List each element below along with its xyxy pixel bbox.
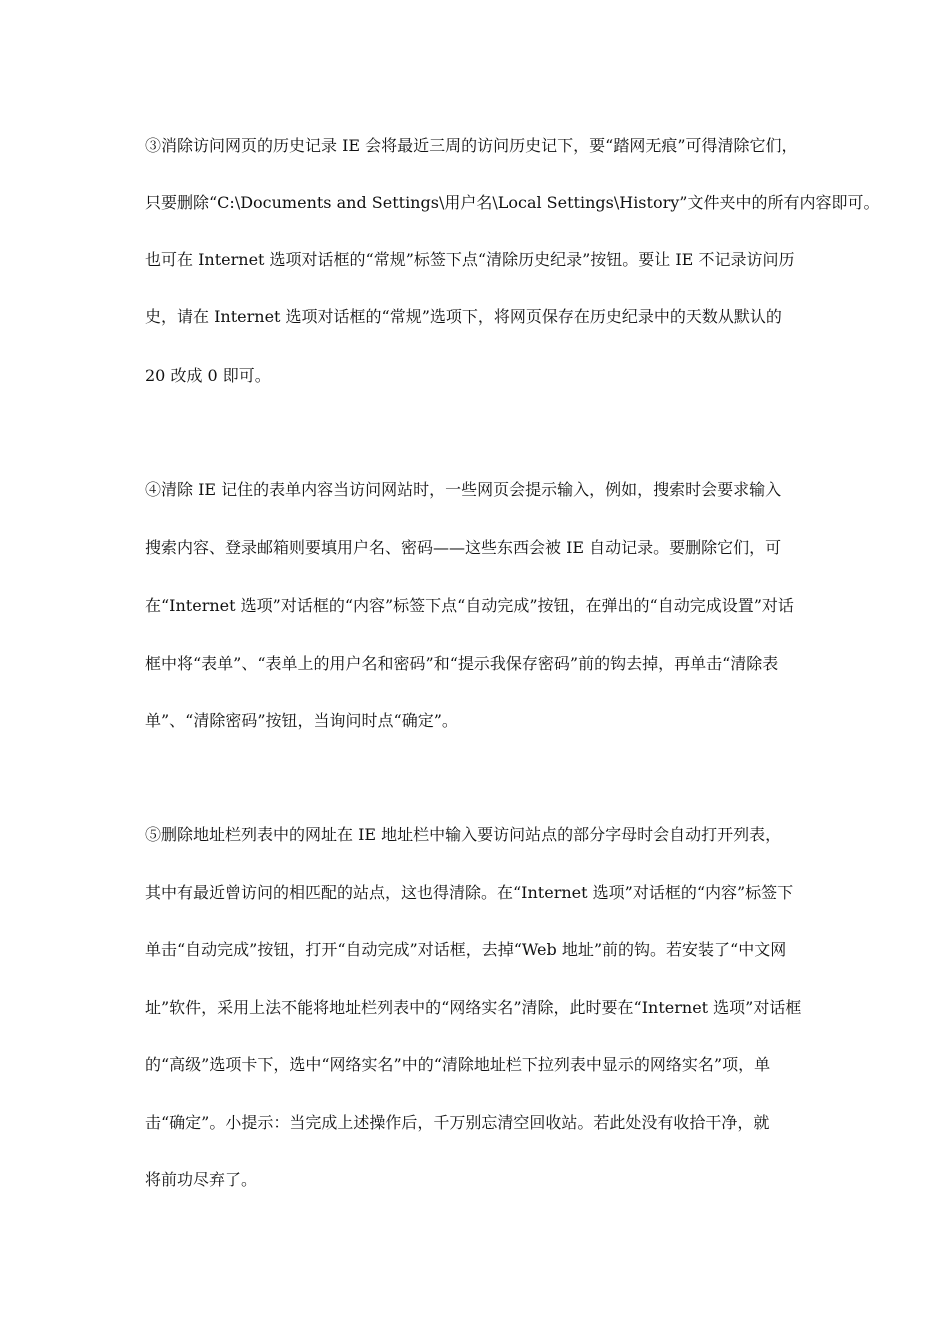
paragraph-3-line-5: 20 改成 0 即可。 [145, 366, 271, 385]
paragraph-4-line-2: 搜索内容、登录邮箱则要填用户名、密码——这些东西会被 IE 自动记录。要删除它们，可 [145, 538, 782, 557]
paragraph-4-line-4: 框中将“表单”、“表单上的用户名和密码”和“提示我保存密码”前的钩去掉，再单击“清除表 [145, 654, 779, 673]
paragraph-5-line-7: 将前功尽弃了。 [145, 1170, 258, 1189]
paragraph-3-line-1: ③消除访问网页的历史记录 IE 会将最近三周的访问历史记下，要“踏网无痕”可得清除它们， [145, 136, 798, 155]
paragraph-5-line-5: 的“高级”选项卡下，选中“网络实名”中的“清除地址栏下拉列表中显示的网络实名”项，单 [145, 1055, 771, 1074]
paragraph-5-line-2: 其中有最近曾访问的相匹配的站点，这也得清除。在“Internet 选项”对话框的“内容”标签下 [145, 883, 794, 902]
paragraph-4-line-5: 单”、“清除密码”按钮，当询问时点“确定”。 [145, 711, 458, 730]
paragraph-5-line-6: 击“确定”。小提示：当完成上述操作后，千万别忘清空回收站。若此处没有收拾干净，就 [145, 1113, 770, 1132]
paragraph-3-line-2: 只要删除“C:\Documents and Settings\用户名\Local Settings\History”文件夹中的所有内容即可。 [145, 193, 880, 212]
paragraph-5-line-3: 单击“自动完成”按钮，打开“自动完成”对话框，去掉“Web 地址”前的钩。若安装了“中文网 [145, 940, 787, 959]
paragraph-3-line-3: 也可在 Internet 选项对话框的“常规”标签下点“清除历史纪录”按钮。要让 IE 不记录访问历 [145, 250, 795, 269]
paragraph-4-line-3: 在“Internet 选项”对话框的“内容”标签下点“自动完成”按钮，在弹出的“自动完成设置”对话 [145, 596, 794, 615]
paragraph-3-line-4: 史，请在 Internet 选项对话框的“常规”选项下，将网页保存在历史纪录中的天数从默认的 [145, 307, 782, 326]
paragraph-4-line-1: ④清除 IE 记住的表单内容当访问网站时，一些网页会提示输入，例如，搜索时会要求输入 [145, 480, 782, 499]
paragraph-5-line-4: 址”软件，采用上法不能将地址栏列表中的“网络实名”清除，此时要在“Internet 选项”对话框 [145, 998, 802, 1017]
paragraph-5-line-1: ⑤删除地址栏列表中的网址在 IE 地址栏中输入要访问站点的部分字母时会自动打开列表， [145, 825, 782, 844]
